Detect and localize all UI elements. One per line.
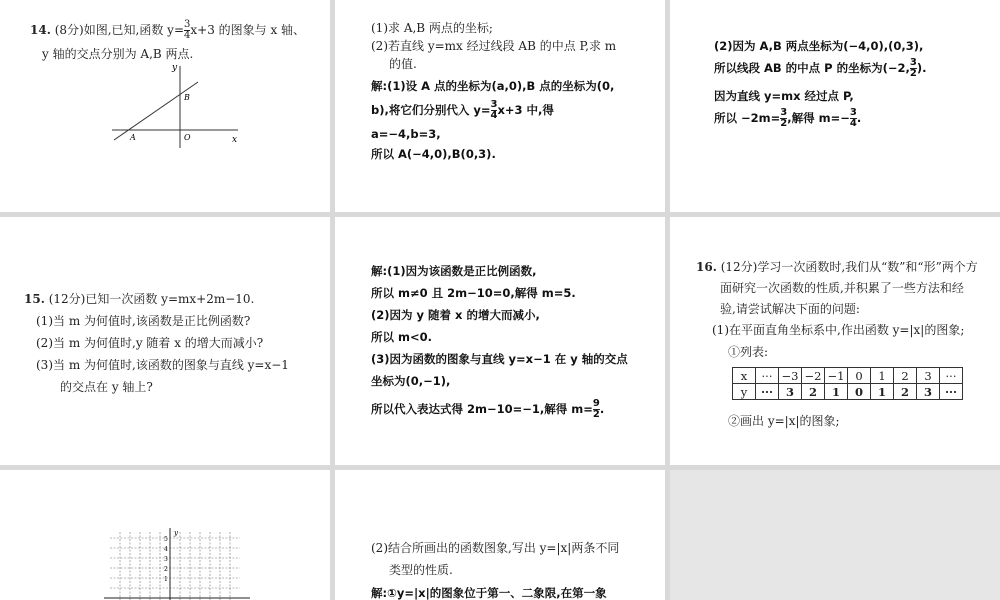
q16b-line1: (2)结合所画出的函数图象,写出 y=|x|两条不同 bbox=[371, 541, 620, 555]
q16-line5: ①列表: bbox=[728, 345, 769, 359]
q15-stem: 15. (12分)已知一次函数 y=mx+2m−10. bbox=[24, 292, 255, 306]
q15-solution-card bbox=[335, 217, 665, 465]
q14-graph bbox=[108, 62, 248, 152]
q15s-line1: 解:(1)因为该函数是正比例函数, bbox=[371, 264, 537, 278]
q15s-line7: 所以代入表达式得 2m−10=−1,解得 m= $\frac{9}{2}$ . bbox=[371, 398, 605, 420]
q14-solution-card bbox=[335, 0, 665, 212]
point-a: A bbox=[130, 133, 136, 142]
coordinate-grid bbox=[104, 528, 254, 600]
q15s-line3: (2)因为 y 随着 x 的增大而减小, bbox=[371, 308, 540, 322]
q15s-line4: 所以 m<0. bbox=[371, 330, 432, 344]
q15-part3a: (3)当 m 为何值时,该函数的图象与直线 y=x−1 bbox=[36, 358, 289, 372]
q15s-line2: 所以 m≠0 且 2m−10=0,解得 m=5. bbox=[371, 286, 576, 300]
origin-o: O bbox=[184, 133, 191, 142]
q15s-line5: (3)因为函数的图象与直线 y=x−1 在 y 轴的交点 bbox=[371, 352, 628, 366]
q14-frac: $\frac{3}{4}$ bbox=[184, 19, 191, 41]
q14-sol-line4: 所以 A(−4,0),B(0,3). bbox=[371, 147, 496, 161]
q14-part1: (1)求 A,B 两点的坐标; bbox=[371, 21, 493, 35]
q14-solution2-card bbox=[670, 0, 1000, 212]
q15-part3b: 的交点在 y 轴上? bbox=[60, 380, 153, 394]
q15-part2: (2)当 m 为何值时,y 随着 x 的增大而减小? bbox=[36, 336, 264, 350]
q14-sol-line3: a=−4,b=3, bbox=[371, 127, 441, 141]
q15s-line6: 坐标为(0,−1), bbox=[371, 374, 451, 388]
grid-y-label: y bbox=[174, 529, 178, 537]
q16b-line2: 类型的性质. bbox=[389, 563, 453, 577]
table-row-y: y ··· 3 2 1 0 1 2 3 ··· bbox=[733, 384, 963, 400]
q14c-line3: 因为直线 y=mx 经过点 P, bbox=[714, 89, 854, 103]
grid-tick-5: 5 bbox=[164, 536, 168, 543]
q16-line3: 验,请尝试解决下面的问题: bbox=[720, 302, 860, 316]
q14c-line4: 所以 −2m= $\frac{3}{2}$ ,解得 m=− $\frac{3}{4}$ . bbox=[714, 107, 862, 129]
grid-tick-4: 4 bbox=[164, 546, 168, 553]
q16-line1: 16. (12分)学习一次函数时,我们从“数”和“形”两个方 bbox=[696, 260, 978, 274]
q14-card bbox=[0, 0, 330, 212]
table-row-x: x ··· −3 −2 −1 0 1 2 3 ··· bbox=[733, 368, 963, 384]
q15-card bbox=[0, 217, 330, 465]
q16-line2: 面研究一次函数的性质,并积累了一些方法和经 bbox=[720, 281, 964, 295]
grid-tick-2: 2 bbox=[164, 566, 168, 573]
y-label: y bbox=[172, 63, 178, 73]
q16b-card bbox=[335, 470, 665, 600]
empty-card bbox=[670, 470, 1000, 600]
q15-part1: (1)当 m 为何值时,该函数是正比例函数? bbox=[36, 314, 251, 328]
grid-tick-3: 3 bbox=[164, 556, 168, 563]
function-line bbox=[114, 82, 198, 140]
q16-line6: ②画出 y=|x|的图象; bbox=[728, 414, 840, 428]
q14-part2a: (2)若直线 y=mx 经过线段 AB 的中点 P,求 m bbox=[371, 39, 617, 53]
grid-card bbox=[0, 470, 330, 600]
q14-sol-line2: b),将它们分别代入 y= $\frac{3}{4}$ x+3 中,得 bbox=[371, 99, 554, 121]
q16b-line3: 解:①y=|x|的图象位于第一、二象限,在第一象 bbox=[371, 586, 607, 600]
q16-line4: (1)在平面直角坐标系中,作出函数 y=|x|的图象; bbox=[712, 323, 965, 337]
grid-tick-1: 1 bbox=[164, 576, 168, 583]
point-b: B bbox=[184, 93, 190, 102]
q14-part2b: 的值. bbox=[389, 57, 417, 71]
q14-line1: 14. (8分)如图,已知,函数 y= $\frac{3}{4}$ x+3 的图象与 x 轴、 bbox=[30, 19, 306, 41]
q14c-line1: (2)因为 A,B 两点坐标为(−4,0),(0,3), bbox=[714, 39, 924, 53]
x-label: x bbox=[232, 135, 238, 145]
value-table bbox=[732, 367, 963, 400]
q16-card bbox=[670, 217, 1000, 465]
q14-sol-line1: 解:(1)设 A 点的坐标为(a,0),B 点的坐标为(0, bbox=[371, 79, 615, 93]
q14-line2: y 轴的交点分别为 A,B 两点. bbox=[42, 47, 194, 61]
q14c-line2: 所以线段 AB 的中点 P 的坐标为(−2, $\frac{3}{2}$ ). bbox=[714, 57, 927, 79]
